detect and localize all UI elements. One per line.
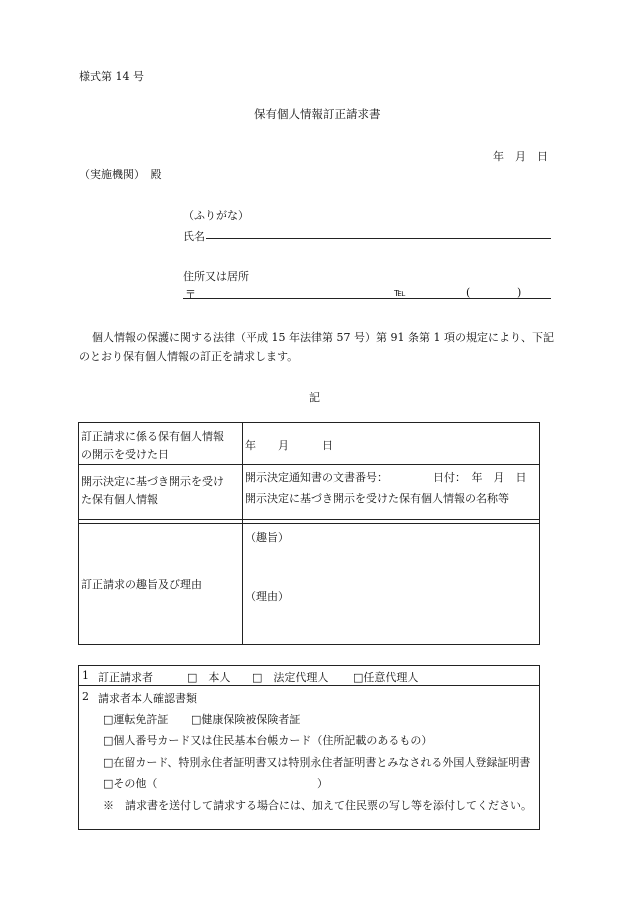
other-close-paren: ） <box>317 777 328 790</box>
reason-label: （理由） <box>245 590 289 603</box>
disclosure-date-cell[interactable]: 年 月 日 <box>243 423 540 465</box>
id-documents-row <box>79 686 540 830</box>
requester-type-row <box>79 666 540 686</box>
checkbox-other[interactable]: □その他（ <box>103 777 158 790</box>
intro-line-2: のとおり保有個人情報の訂正を請求します。 <box>79 350 299 363</box>
info-name-label: 開示決定に基づき開示を受けた保有個人情報の名称等 <box>245 492 509 505</box>
tel-paren-close: ) <box>517 286 522 299</box>
page-title: 保有個人情報訂正請求書 <box>254 107 381 121</box>
address-label: 住所又は居所 <box>183 270 249 283</box>
date-line: 年 月 日 <box>493 150 548 163</box>
purpose-reason-cell[interactable] <box>243 524 540 645</box>
requester-check-table <box>78 665 540 830</box>
form-number: 様式第 14 号 <box>79 70 144 83</box>
furigana-label: （ふりがな） <box>183 209 249 222</box>
doc-date-label: 日付： 年 月 日 <box>433 471 527 484</box>
mailing-note: ※ 請求書を送付して請求する場合には、加えて住民票の写し等を添付してください。 <box>103 799 532 812</box>
purpose-label: （趣旨） <box>245 531 289 544</box>
requester-type-label: 訂正請求者 <box>98 671 153 684</box>
checkbox-residence-card[interactable]: □在留カード、特別永住者証明書又は特別永住者証明書とみなされる外国人登録証明書 <box>103 756 531 769</box>
checkbox-voluntary-agent[interactable]: □任意代理人 <box>353 671 419 684</box>
row-number-1: 1 <box>82 669 89 682</box>
address-underline[interactable] <box>183 298 551 299</box>
postal-mark: 〒 <box>185 288 196 301</box>
intro-line-1: 個人情報の保護に関する法律（平成 15 年法律第 57 号）第 91 条第 1 項の規定により、下記 <box>92 331 554 344</box>
checkbox-self[interactable]: □ 本人 <box>187 671 231 684</box>
tel-mark: ℡ <box>394 286 406 299</box>
ki-heading: 記 <box>309 391 320 404</box>
addressee: （実施機関） 殿 <box>79 168 162 181</box>
purpose-reason-label: 訂正請求の趣旨及び理由 <box>79 524 243 645</box>
tel-paren-open: ( <box>466 286 471 299</box>
checkbox-health-insurance[interactable]: □健康保険被保険者証 <box>191 713 301 726</box>
disclosure-date-label: 訂正請求に係る保有個人情報 の開示を受けた日 <box>79 423 243 465</box>
disclosed-info-cell[interactable] <box>243 465 540 520</box>
disclosed-info-label: 開示決定に基づき開示を受け た保有個人情報 <box>79 465 243 520</box>
id-documents-label: 請求者本人確認書類 <box>98 692 197 705</box>
name-label: 氏名 <box>183 230 205 243</box>
checkbox-my-number-card[interactable]: □個人番号カード又は住民基本台帳カード（住所記載のあるもの） <box>103 734 433 747</box>
checkbox-drivers-license[interactable]: □運転免許証 <box>103 713 169 726</box>
request-detail-table <box>78 422 540 645</box>
row-number-2: 2 <box>82 690 89 703</box>
checkbox-legal-agent[interactable]: □ 法定代理人 <box>252 671 329 684</box>
name-underline[interactable] <box>206 238 551 239</box>
doc-number-label: 開示決定通知書の文書番号： <box>245 471 388 484</box>
